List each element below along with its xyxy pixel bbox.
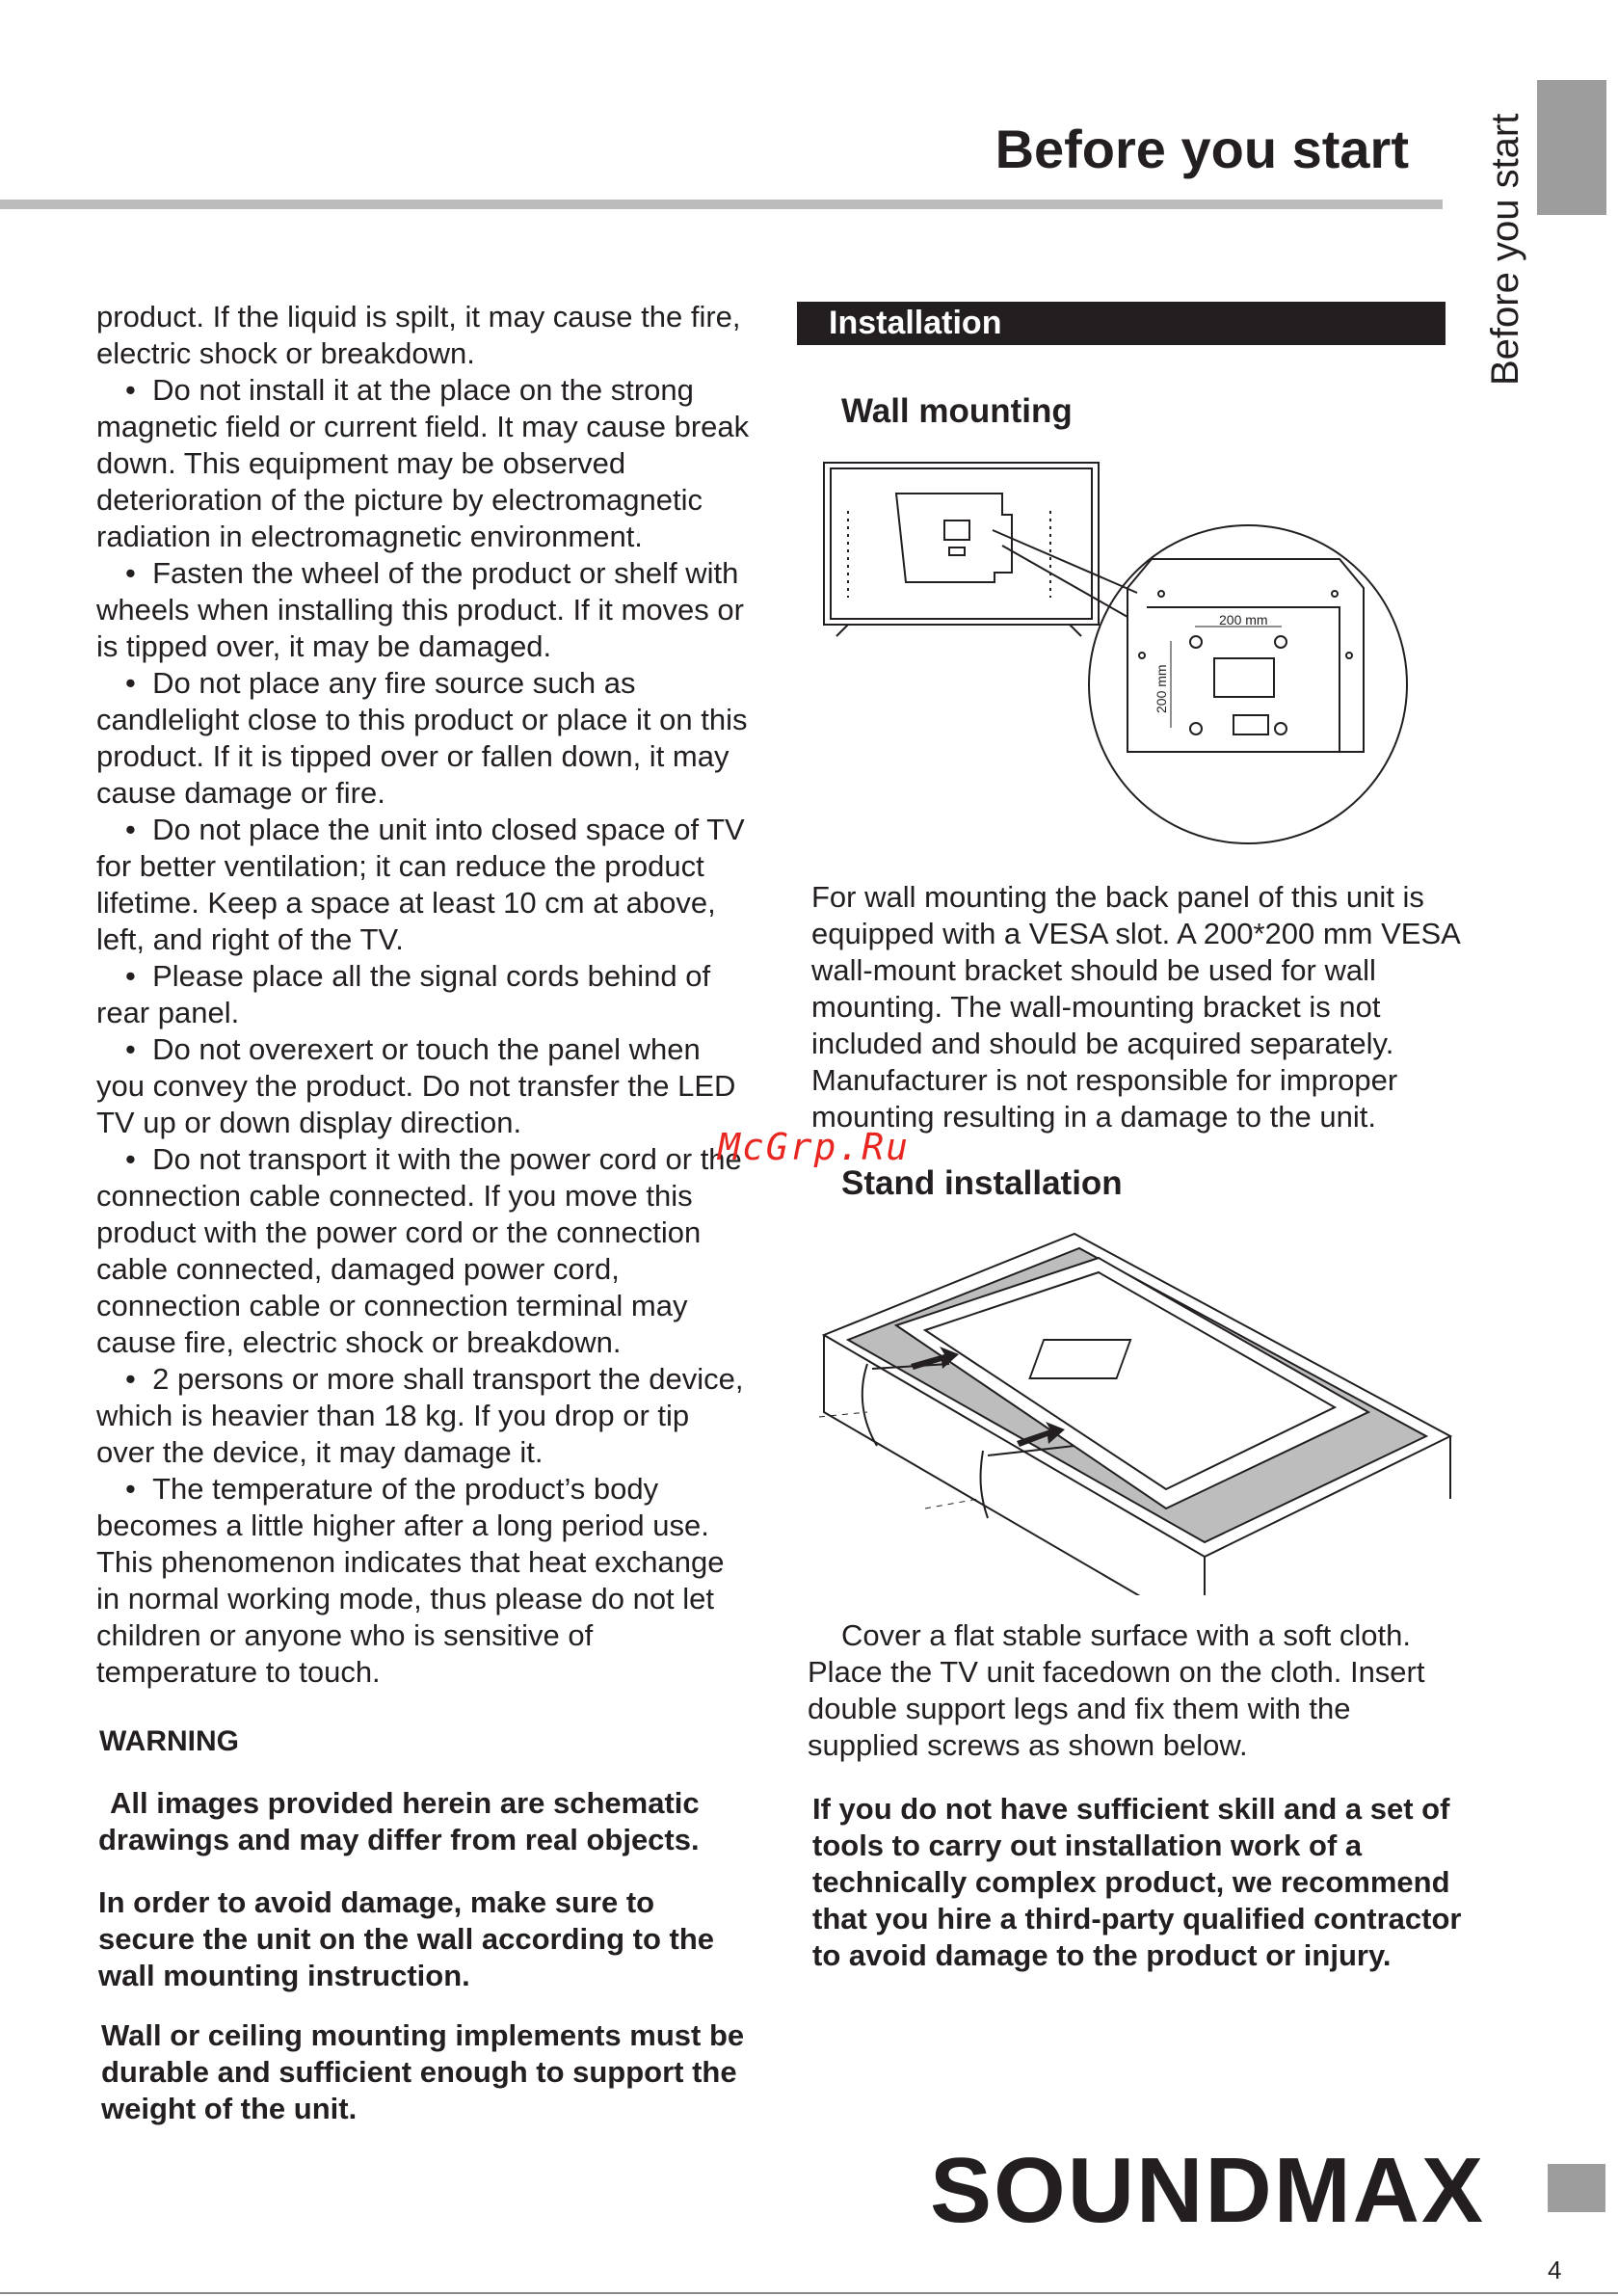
professional-installation-notice: If you do not have sufficient skill and a set of tools to carry out installation work of a technically complex product, we recommend that you hire a third-party qualified contractor to avoid damage to the product or injury. (812, 1792, 1462, 1972)
stand-installation-heading: Stand installation (841, 1164, 1123, 1202)
safety-bullet: • Do not install it at the place on the strong magnetic field or current field. It may cause break down. This equipment may be observed deterioration of the picture by electromagnetic radiation in electromagnetic environment. (96, 372, 752, 555)
wall-mounting-heading: Wall mounting (841, 392, 1073, 430)
side-tab-label: Before you start (1484, 113, 1526, 386)
stand-installation-diagram (809, 1229, 1455, 1595)
wall-mounting-diagram (809, 453, 1426, 848)
brand-logo: SOUNDMAX (930, 2139, 1486, 2242)
safety-paragraph: product. If the liquid is spilt, it may cause the fire, electric shock or breakdown. (96, 300, 741, 370)
safety-bullet: • Do not place the unit into closed space of TV for better ventilation; it can reduce the product lifetime. Keep a space at least 10 cm at above, left, and right of the TV. (96, 812, 752, 958)
safety-bullet: • Do not place any fire source such as candlelight close to this product or place it on this product. If it is tipped over or fallen down, it may cause damage or fire. (96, 665, 752, 812)
page-tab-marker (1548, 2164, 1605, 2212)
safety-bullet: • Do not overexert or touch the panel when you convey the product. Do not transfer the LED TV up or down display direction. (96, 1031, 752, 1141)
side-tab-marker (1537, 80, 1606, 215)
vertical-dimension-label: 200 mm (1154, 664, 1169, 713)
safety-bullet: • Fasten the wheel of the product or shelf with wheels when installing this product. If it moves or is tipped over, it may be damaged. (96, 555, 752, 665)
safety-bullet: • Do not transport it with the power cord or the connection cable connected. If you move this product with the power cord or the connection cable connected, damaged power cord, connection cable or connection terminal may cause fire, electric shock or breakdown. (96, 1141, 752, 1361)
warning-item: All images provided herein are schematic drawings and may differ from real objects. (98, 1786, 700, 1856)
warning-item: In order to avoid damage, make sure to secure the unit on the wall according to the wall mounting instruction. (98, 1885, 715, 1992)
page-title: Before you start (995, 119, 1409, 179)
watermark: McGrp.Ru (718, 1126, 911, 1168)
bottom-divider (0, 2292, 1618, 2294)
horizontal-dimension-label: 200 mm (1219, 612, 1268, 627)
section-header-label: Installation (829, 305, 1002, 341)
safety-bullet: • The temperature of the product’s body becomes a little higher after a long period use. This phenomenon indicates that heat exchange in normal working mode, thus please do not let children or anyone who is sensitive of temperature to touch. (96, 1471, 752, 1691)
safety-bullet: • Please place all the signal cords behind of rear panel. (96, 958, 752, 1031)
warning-item: Wall or ceiling mounting implements must be durable and sufficient enough to support the weight of the unit. (101, 2018, 745, 2125)
wall-mounting-description: For wall mounting the back panel of this unit is equipped with a VESA slot. A 200*200 mm VESA wall-mount bracket should be used for wall mounting. The wall-mounting bracket is not included and should be acquired separately. Manufacturer is not responsible for improper mounting resulting in a damage to the unit. (811, 880, 1460, 1134)
safety-text-column (96, 299, 752, 1691)
warning-title: WARNING (99, 1725, 239, 1757)
page-number: 4 (1548, 2256, 1562, 2284)
header-divider (0, 200, 1443, 209)
safety-bullet: • 2 persons or more shall transport the device, which is heavier than 18 kg. If you drop or tip over the device, it may damage it. (96, 1361, 752, 1471)
stand-installation-description: Cover a flat stable surface with a soft cloth. Place the TV unit facedown on the cloth. Insert double support legs and fix them with the supplied screws as shown below. (808, 1618, 1425, 1762)
